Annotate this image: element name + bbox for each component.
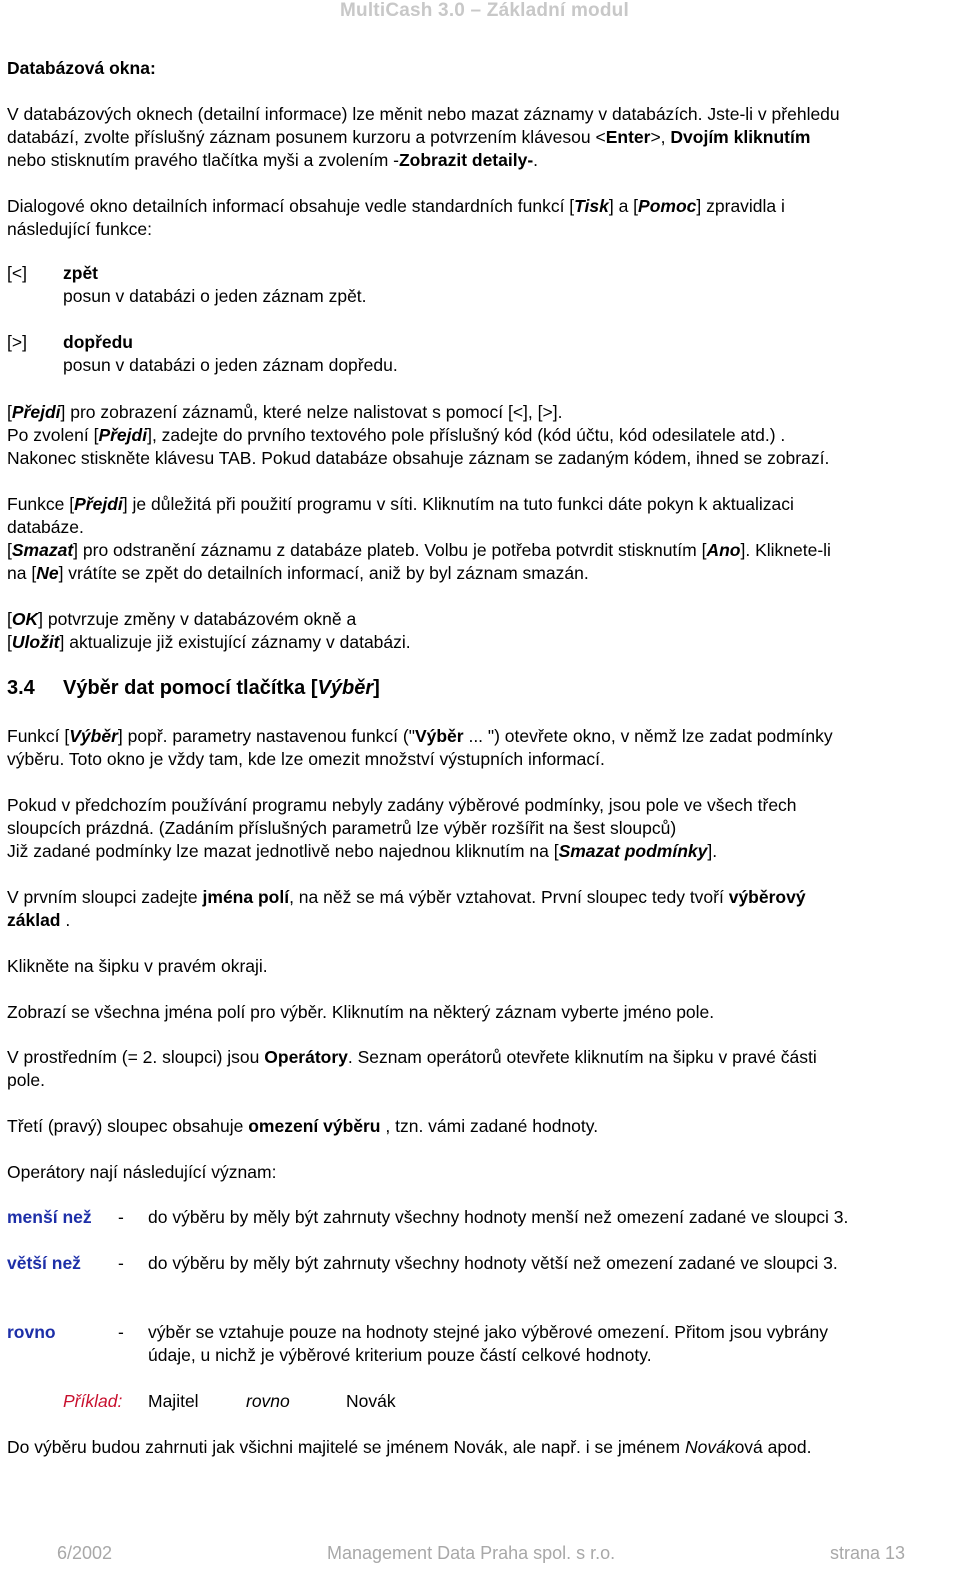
example-field: Majitel <box>148 1391 199 1411</box>
function-title: dopředu <box>63 332 133 352</box>
text-line: [Smazat] pro odstranění záznamu z databáze plateb. Volbu je potřeba potvrdit stisknutím [Ano]. Kliknete-li <box>7 540 831 560</box>
section-title: Výběr dat pomocí tlačítka [Výběr] <box>63 677 380 699</box>
text-line: Operátory nají následující význam: <box>7 1162 277 1182</box>
running-header: MultiCash 3.0 – Základní modul <box>340 0 629 21</box>
operator-dash: - <box>118 1253 124 1273</box>
text-line: Nakonec stiskněte klávesu TAB. Pokud databáze obsahuje záznam se zadaným kódem, ihned se zobrazí. <box>7 448 830 468</box>
example-value: Novák <box>346 1391 396 1411</box>
example-operator: rovno <box>246 1391 290 1411</box>
operator-desc: výběr se vztahuje pouze na hodnoty stejné jako výběrové omezení. Přitom jsou vybrány <box>148 1322 828 1342</box>
operator-dash: - <box>118 1322 124 1342</box>
text-line: [Přejdi] pro zobrazení záznamů, které nelze nalistovat s pomocí [<], [>]. <box>7 402 563 422</box>
function-title: zpět <box>63 263 98 283</box>
text-line: [Uložit] aktualizuje již existující záznamy v databázi. <box>7 632 411 652</box>
operator-desc: do výběru by měly být zahrnuty všechny hodnoty větší než omezení zadané ve sloupci 3. <box>148 1253 838 1273</box>
text-line: sloupcích prázdná. (Zadáním příslušných parametrů lze výběr rozšířit na šest sloupců) <box>7 818 677 838</box>
text-line: V prvním sloupci zadejte jména polí, na něž se má výběr vztahovat. První sloupec tedy tvoří výběrový <box>7 887 806 907</box>
operator-name: větší než <box>7 1253 81 1273</box>
text-line: Do výběru budou zahrnuti jak všichni majitelé se jménem Novák, ale např. i se jménem Nováková apod. <box>7 1437 812 1457</box>
operator-desc: do výběru by měly být zahrnuty všechny hodnoty menší než omezení zadané ve sloupci 3. <box>148 1207 849 1227</box>
operator-desc: údaje, u nichž je výběrové kriterium pouze částí celkové hodnoty. <box>148 1345 652 1365</box>
text-line: V prostředním (= 2. sloupci) jsou Operátory. Seznam operátorů otevřete kliknutím na šipku v pravé části <box>7 1047 817 1067</box>
text-line: základ . <box>7 910 71 930</box>
function-key: [>] <box>7 332 27 352</box>
function-key: [<] <box>7 263 27 283</box>
text-line: [OK] potvrzuje změny v databázovém okně a <box>7 609 357 629</box>
text-line: databází, zvolte příslušný záznam posunem kurzoru a potvrzením klávesou <Enter>, Dvojím kliknutím <box>7 127 811 147</box>
text-line: výběru. Toto okno je vždy tam, kde lze omezit množství výstupních informací. <box>7 749 605 769</box>
text-line: následující funkce: <box>7 219 152 239</box>
section-number: 3.4 <box>7 677 35 699</box>
text-line: databáze. <box>7 517 84 537</box>
text-line: Klikněte na šipku v pravém okraji. <box>7 956 268 976</box>
operator-name: rovno <box>7 1322 56 1342</box>
operator-dash: - <box>118 1207 124 1227</box>
operator-name: menší než <box>7 1207 92 1227</box>
text-line: pole. <box>7 1070 45 1090</box>
text-line: Dialogové okno detailních informací obsahuje vedle standardních funkcí [Tisk] a [Pomoc] zpravidla i <box>7 196 785 216</box>
text-line: Funkce [Přejdi] je důležitá při použití programu v síti. Kliknutím na tuto funkci dáte pokyn k aktualizaci <box>7 494 794 514</box>
text-line: Funkcí [Výběr] popř. parametry nastavenou funkcí ("Výběr ... ") otevřete okno, v němž lze zadat podmínky <box>7 726 833 746</box>
text-line: Po zvolení [Přejdi], zadejte do prvního textového pole příslušný kód (kód účtu, kód odesilatele atd.) . <box>7 425 786 445</box>
function-desc: posun v databázi o jeden záznam zpět. <box>63 286 367 306</box>
text-line: nebo stisknutím pravého tlačítka myši a zvolením -Zobrazit detaily-. <box>7 150 539 170</box>
text-line: Pokud v předchozím používání programu nebyly zadány výběrové podmínky, jsou pole ve všech třech <box>7 795 797 815</box>
footer-company: Management Data Praha spol. s r.o. <box>327 1543 616 1563</box>
footer-page-number: strana 13 <box>830 1543 906 1563</box>
text-line: na [Ne] vrátíte se zpět do detailních informací, aniž by byl záznam smazán. <box>7 563 589 583</box>
example-label: Příklad: <box>63 1391 123 1411</box>
footer-date: 6/2002 <box>57 1543 113 1563</box>
text-line: Třetí (pravý) sloupec obsahuje omezení výběru , tzn. vámi zadané hodnoty. <box>7 1116 599 1136</box>
text-line: Zobrazí se všechna jména polí pro výběr. Kliknutím na některý záznam vyberte jméno pole. <box>7 1002 715 1022</box>
section-heading: Databázová okna: <box>7 58 156 78</box>
text-line: V databázových oknech (detailní informace) lze měnit nebo mazat záznamy v databázích. Jste-li v přehledu <box>7 104 840 124</box>
function-desc: posun v databázi o jeden záznam dopředu. <box>63 355 398 375</box>
text-line: Již zadané podmínky lze mazat jednotlivě nebo najednou kliknutím na [Smazat podmínky]. <box>7 841 718 861</box>
